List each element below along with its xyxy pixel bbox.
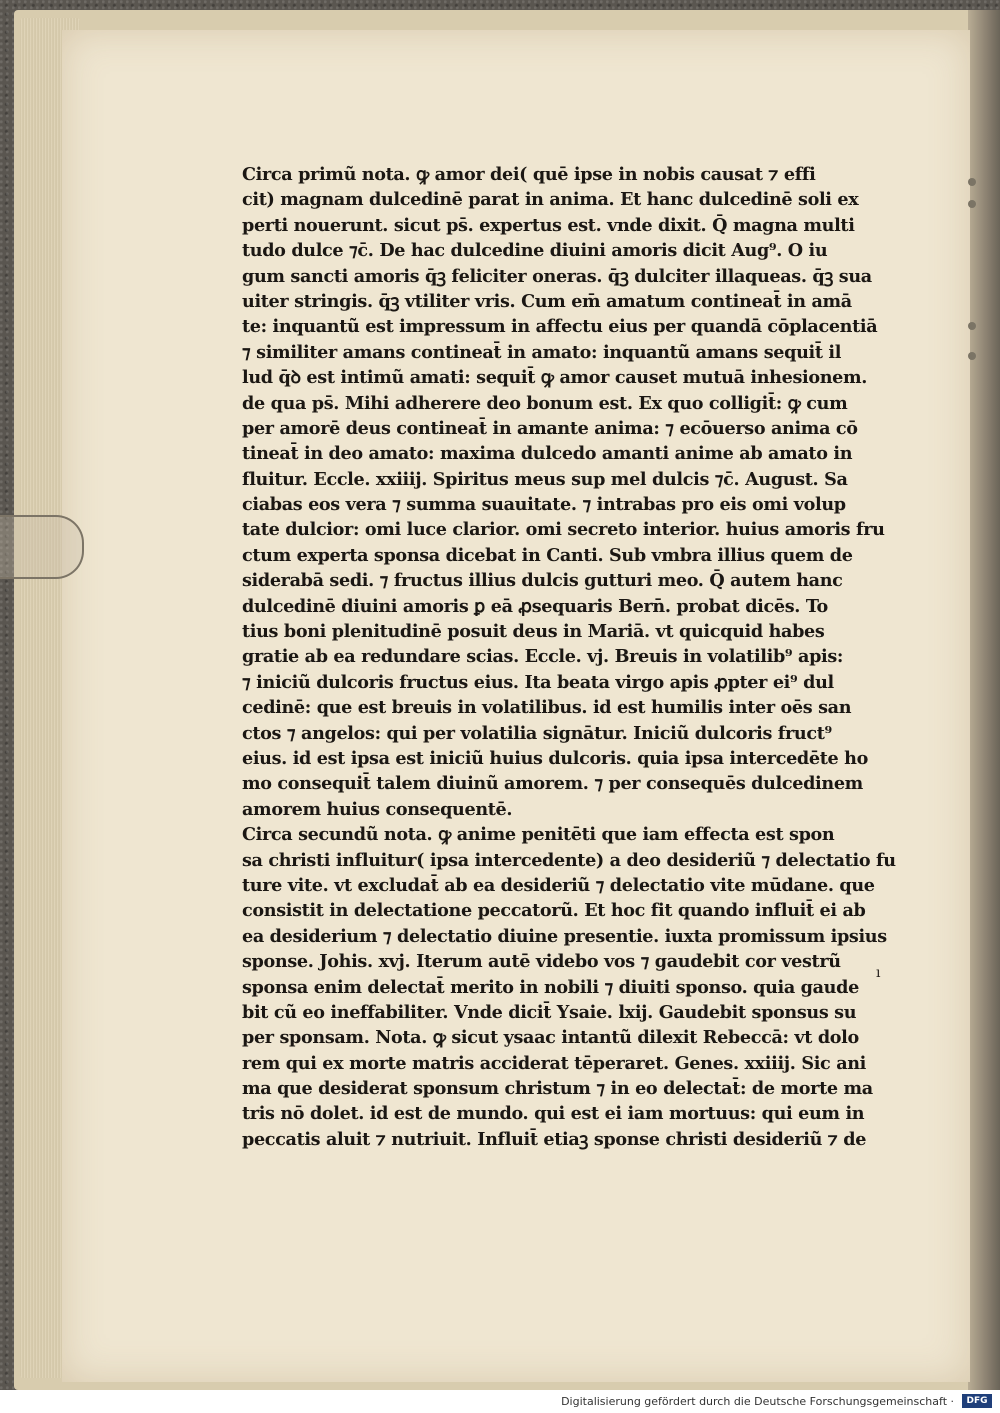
gutter	[968, 10, 1000, 1390]
pinhole-upper	[968, 200, 976, 208]
text-line: ma que desiderat sponsum christum ⁊ in eo delectat̄: de morte ma	[242, 1078, 873, 1100]
text-line: tineat̄ in deo amato: maxima dulcedo amanti anime ab amato in	[242, 443, 853, 465]
marginal-mark: ı	[876, 965, 881, 981]
text-line: cedinē: que est breuis in volatilibus. id est humilis inter oēs san	[242, 697, 852, 719]
text-line: te: inquantũ est impressum in affectu eius per quandā cōplacentiā	[242, 316, 878, 338]
pinhole-lower	[968, 352, 976, 360]
funding-credit: Digitalisierung gefördert durch die Deutsche Forschungsgemeinschaft ·	[561, 1395, 954, 1408]
text-line: ctos ⁊ angelos: qui per volatilia signātur. Iniciũ dulcoris fruct⁹	[242, 722, 832, 744]
footer-bar	[0, 1390, 1000, 1413]
text-line: gum sancti amoris q̄ꝫ feliciter oneras. q̄ꝫ dulciter illaqueas. q̄ꝫ sua	[242, 265, 872, 287]
text-line: ture vite. vt excludat̄ ab ea desideriũ ⁊ delectatio vite mūdane. que	[242, 874, 875, 896]
text-line: peccatis aluit ⁊ nutriuit. Influit̄ etiaꝫ sponse christi desideriũ ⁊ de	[242, 1128, 867, 1150]
dfg-logo: DFG	[962, 1394, 992, 1408]
text-line: fluitur. Eccle. xxiiij. Spiritus meus sup mel dulcis ⁊c̄. August. Sa	[242, 468, 848, 490]
text-line: rem qui ex morte matris acciderat tēperaret. Genes. xxiiij. Sic ani	[242, 1052, 867, 1074]
text-line: mo consequit̄ talem diuinũ amorem. ⁊ per consequēs dulcedinem	[242, 773, 863, 795]
text-line: Circa secundũ nota. ꝙ anime penitēti que iam effecta est spon	[242, 824, 835, 846]
pinhole-middle	[968, 322, 976, 330]
text-line: perti nouerunt. sicut ps̄. expertus est. vnde dixit. Q̄ magna multi	[242, 214, 855, 236]
text-line: Circa primũ nota. ꝙ amor dei( quē ipse in nobis causat ⁊ effi	[242, 164, 816, 185]
text-line: tris nō dolet. id est de mundo. qui est ei iam mortuus: qui eum in	[242, 1103, 865, 1125]
text-line: tate dulcior: omi luce clarior. omi secreto interior. huius amoris fru	[242, 519, 885, 541]
text-line: sponsa enim delectat̄ merito in nobili ⁊ diuiti sponso. quia gaude	[242, 976, 859, 998]
text-line: per sponsam. Nota. ꝙ sicut ysaac intantũ dilexit Rebeccā: vt dolo	[242, 1027, 859, 1049]
text-line: lud q̄ꝺ est intimũ amati: sequit̄ ꝙ amor causet mutuā inhesionem.	[242, 367, 868, 389]
text-line: consistit in delectatione peccatorũ. Et hoc fit quando influit̄ ei ab	[242, 900, 866, 922]
text-line: ciabas eos vera ⁊ summa suauitate. ⁊ intrabas pro eis omi volup	[242, 494, 846, 516]
text-line: dulcedinē diuini amoris ꝑ eā ꝓsequaris Bern̄. probat dicēs. To	[242, 595, 828, 617]
text-line: sa christi influitur( ipsa intercedente) a deo desideriũ ⁊ delectatio fu	[242, 849, 896, 871]
text-line: eius. id est ipsa est iniciũ huius dulcoris. quia ipsa intercedēte ho	[242, 747, 868, 769]
clasp-strap	[0, 515, 84, 579]
text-line: sponse. Johis. xvj. Iterum autē videbo vos ⁊ gaudebit cor vestrũ	[242, 951, 841, 973]
text-line: siderabā sedi. ⁊ fructus illius dulcis gutturi meo. Q̄ autem hanc	[242, 570, 843, 592]
text-line: bit cũ eo ineffabiliter. Vnde dicit̄ Ysaie. lxij. Gaudebit sponsus su	[242, 1001, 857, 1023]
text-line: amorem huius consequentē.	[242, 798, 513, 820]
body-text	[242, 162, 896, 1152]
text-line: gratie ab ea redundare scias. Eccle. vj. Breuis in volatilib⁹ apis:	[242, 646, 844, 668]
text-line: ctum experta sponsa dicebat in Canti. Sub vmbra illius quem de	[242, 544, 853, 566]
text-line: ⁊ similiter amans contineat̄ in amato: inquantũ amans sequit̄ il	[242, 341, 842, 363]
pinhole-top	[968, 178, 976, 186]
text-line: ⁊ iniciũ dulcoris fructus eius. Ita beata virgo apis ꝓpter ei⁹ dul	[242, 671, 834, 693]
text-line: tudo dulce ⁊c̄. De hac dulcedine diuini amoris dicit Aug⁹. O iu	[242, 240, 828, 262]
text-line: ea desiderium ⁊ delectatio diuine presentie. iuxta promissum ipsius	[242, 925, 887, 947]
text-line: per amorē deus contineat̄ in amante anima: ⁊ ecōuerso anima cō	[242, 417, 858, 439]
text-line: uiter stringis. q̄ꝫ vtiliter vris. Cum em̄ amatum contineat̄ in amā	[242, 290, 852, 312]
text-line: cit) magnam dulcedinē parat in anima. Et hanc dulcedinē soli ex	[242, 189, 859, 211]
text-line: tius boni plenitudinē posuit deus in Mariā. vt quicquid habes	[242, 621, 825, 643]
text-line: de qua ps̄. Mihi adherere deo bonum est. Ex quo colligit̄: ꝙ cum	[242, 392, 848, 414]
